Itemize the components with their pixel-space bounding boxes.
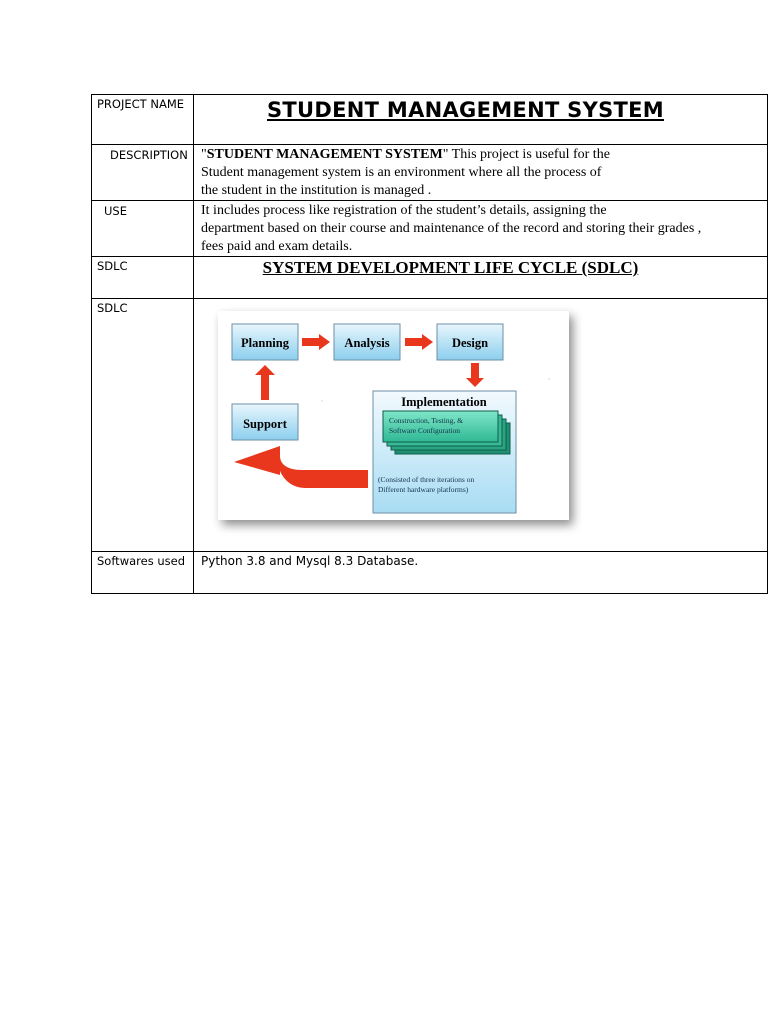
speck [321, 400, 323, 402]
use-text [194, 201, 767, 256]
row-sdlc-title [92, 257, 768, 299]
value-cell [194, 552, 768, 594]
description-text [194, 145, 767, 200]
implementation-label: Implementation [401, 395, 487, 409]
quote-close: " [442, 147, 449, 162]
sdlc-diagram [194, 299, 767, 551]
inner-line-2: Software Configuration [389, 426, 461, 435]
analysis-label: Analysis [344, 336, 390, 350]
implementation-box [373, 391, 516, 513]
speck [548, 378, 550, 380]
use-label: USE [104, 204, 127, 218]
note-line-2: Different hardware platforms) [378, 485, 469, 494]
design-label: Design [451, 336, 489, 350]
label-cell [92, 552, 194, 594]
row-description [92, 145, 768, 201]
label-cell [92, 145, 194, 201]
softwares-label: Softwares used [97, 554, 185, 568]
design-box [437, 324, 503, 360]
label-cell [92, 201, 194, 257]
description-label: DESCRIPTION [110, 148, 188, 162]
value-cell [194, 201, 768, 257]
row-softwares [92, 552, 768, 594]
label-cell [92, 299, 194, 552]
value-cell [194, 95, 768, 145]
inner-line-1: Construction, Testing, & [389, 416, 463, 425]
value-cell [194, 145, 768, 201]
use-line-2: department based on their course and maintenance of the record and storing their grades , [201, 221, 702, 236]
sdlc-diagram-label: SDLC [97, 301, 128, 315]
support-box [232, 404, 298, 440]
project-table [91, 94, 768, 594]
note-line-1: (Consisted of three iterations on [378, 475, 475, 484]
row-sdlc-diagram [92, 299, 768, 552]
sdlc-label: SDLC [97, 259, 128, 273]
description-bold-name: STUDENT MANAGEMENT SYSTEM [206, 147, 443, 162]
quote-open: " [201, 147, 207, 162]
value-cell [194, 299, 768, 552]
sdlc-heading: SYSTEM DEVELOPMENT LIFE CYCLE (SDLC) [262, 258, 639, 277]
row-project-name [92, 95, 768, 145]
description-line-1 [201, 146, 767, 164]
description-line-1-rest: This project is useful for the [448, 147, 610, 162]
planning-label: Planning [241, 336, 289, 350]
description-line-2: Student management system is an environment where all the process of [201, 165, 602, 180]
sdlc-diagram-svg [194, 299, 768, 551]
project-title: STUDENT MANAGEMENT SYSTEM [266, 98, 665, 122]
value-cell [194, 257, 768, 299]
softwares-value: Python 3.8 and Mysql 8.3 Database. [201, 554, 419, 568]
planning-box [232, 324, 298, 360]
support-label: Support [243, 417, 287, 431]
description-line-3: the student in the institution is managed . [201, 183, 432, 198]
project-name-label: PROJECT NAME [97, 97, 185, 111]
label-cell [92, 257, 194, 299]
use-line-1: It includes process like registration of the student’s details, assigning the [201, 203, 607, 218]
row-use [92, 201, 768, 257]
analysis-box [334, 324, 400, 360]
use-line-3: fees paid and exam details. [201, 239, 353, 254]
label-cell [92, 95, 194, 145]
